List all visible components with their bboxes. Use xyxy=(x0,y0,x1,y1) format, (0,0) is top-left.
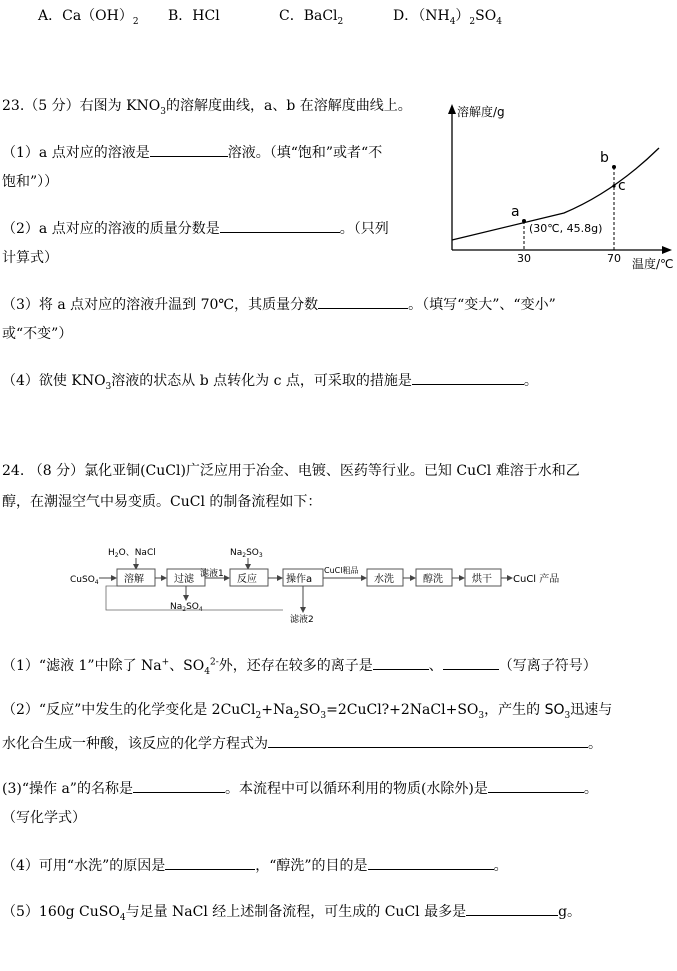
x-axis-arrow xyxy=(662,246,672,254)
crude-cucl-label: CuCl粗品 xyxy=(324,566,359,575)
feed-cuso4: CuSO$_4$ xyxy=(70,575,99,586)
q22-option-c: C．BaCl$_2$ xyxy=(279,8,344,27)
step-water-wash-label: 水洗 xyxy=(374,574,394,585)
answer-blank[interactable] xyxy=(318,294,408,309)
answer-blank[interactable] xyxy=(466,901,558,916)
q24-heading-cont: 醇，在潮湿空气中易变质。CuCl 的制备流程如下： xyxy=(2,494,322,510)
q24-part2-cont: 水化合生成一种酸，该反应的化学方程式为 。 xyxy=(2,733,602,754)
step-dissolve-label: 溶解 xyxy=(124,574,144,585)
tick-30: 30 xyxy=(517,252,531,265)
product-cucl: CuCl 产品 xyxy=(513,574,560,585)
answer-blank[interactable] xyxy=(412,370,524,385)
q24-part5: （5）160g CuSO$_4$与足量 NaCl 经上述制备流程，可生成的 CuCl 最多是 g。 xyxy=(2,901,581,922)
point-c xyxy=(612,184,615,187)
reagent-na2so3: $Na_2SO_3$ xyxy=(230,548,263,559)
point-b xyxy=(612,165,616,169)
answer-blank[interactable] xyxy=(150,142,228,157)
label-a: a xyxy=(511,204,520,220)
answer-blank[interactable] xyxy=(133,778,225,793)
step-operation-a-label: 操作a xyxy=(286,574,313,585)
step-filter-label: 过滤 xyxy=(174,574,194,585)
tick-70: 70 xyxy=(607,252,621,265)
filtrate1-label: 滤液1 xyxy=(200,569,224,579)
point-a xyxy=(522,219,526,223)
label-c: c xyxy=(618,178,626,194)
answer-blank[interactable] xyxy=(443,655,499,670)
process-flowchart xyxy=(66,540,586,630)
q24-part3-cont: （写化学式） xyxy=(2,810,86,826)
reagent-water-nacl: $H_2O$、NaCl xyxy=(108,548,156,559)
answer-blank[interactable] xyxy=(268,733,588,748)
point-a-annotation: (30℃, 45.8g) xyxy=(529,222,603,235)
y-axis-arrow xyxy=(448,104,456,114)
q23-part1: （1）a 点对应的溶液是 溶液。（填“饱和”或者“不 xyxy=(2,142,382,163)
byproduct-na2so4: $Na_2SO_4$ xyxy=(170,602,203,613)
step-react-label: 反应 xyxy=(237,574,257,585)
q23-part1-cont: 饱和”）） xyxy=(2,174,59,190)
q24-heading: 24. （8 分）氯化亚铜(CuCl)广泛应用于冶金、电镀、医药等行业。已知 CuCl 难溶于水和乙 xyxy=(2,463,580,479)
q24-part1: （1）“滤液 1”中除了 Na+、$SO_4^{2-}$外，还存在较多的离子是 、 （写离子符号） xyxy=(2,655,597,676)
step-dry-label: 烘干 xyxy=(472,574,492,585)
y-axis-label: 溶解度/g xyxy=(457,105,505,119)
x-axis-label: 温度/℃ xyxy=(632,257,674,271)
answer-blank[interactable] xyxy=(165,855,255,870)
label-b: b xyxy=(600,150,609,166)
q23-part4: （4）欲使 $KNO_3$溶液的状态从 b 点转化为 c 点，可采取的措施是 。 xyxy=(2,370,538,391)
q24-part4: （4）可用“水洗”的原因是 ，“醇洗”的目的是 。 xyxy=(2,855,508,876)
answer-blank[interactable] xyxy=(220,218,340,233)
answer-blank[interactable] xyxy=(373,655,429,670)
q23-part3-cont: 或“不变”） xyxy=(2,326,73,342)
step-alcohol-wash-label: 醇洗 xyxy=(423,574,443,585)
filtrate2-label: 滤液2 xyxy=(290,615,314,625)
q22-option-a: A．$Ca(OH)_2$ xyxy=(38,8,139,27)
q22-option-d: D．$(NH_4)_2SO_4$ xyxy=(393,8,502,27)
q22-option-b: B．HCl xyxy=(168,8,220,24)
answer-blank[interactable] xyxy=(488,778,584,793)
q23-part2-cont: 计算式） xyxy=(2,250,58,266)
answer-blank[interactable] xyxy=(368,855,494,870)
q24-part3: (3)“操作 a”的名称是 。本流程中可以循环利用的物质(水除外)是 。 xyxy=(2,778,598,799)
solubility-graph xyxy=(444,100,674,275)
q23-part2: （2）a 点对应的溶液的质量分数是 。（只列 xyxy=(2,218,389,239)
q24-part2: （2）“反应”中发生的化学变化是 $2CuCl_2+Na_2SO_3=2CuCl?+2NaCl+SO_3$，产生的 $SO_3$迅速与 xyxy=(2,702,613,721)
q23-heading: 23.（5 分）右图为 $KNO_3$的溶解度曲线，a、b 在溶解度曲线上。 xyxy=(2,98,412,117)
q23-part3: （3）将 a 点对应的溶液升温到 70℃，其质量分数 。（填写“变大”、“变小” xyxy=(2,294,556,315)
